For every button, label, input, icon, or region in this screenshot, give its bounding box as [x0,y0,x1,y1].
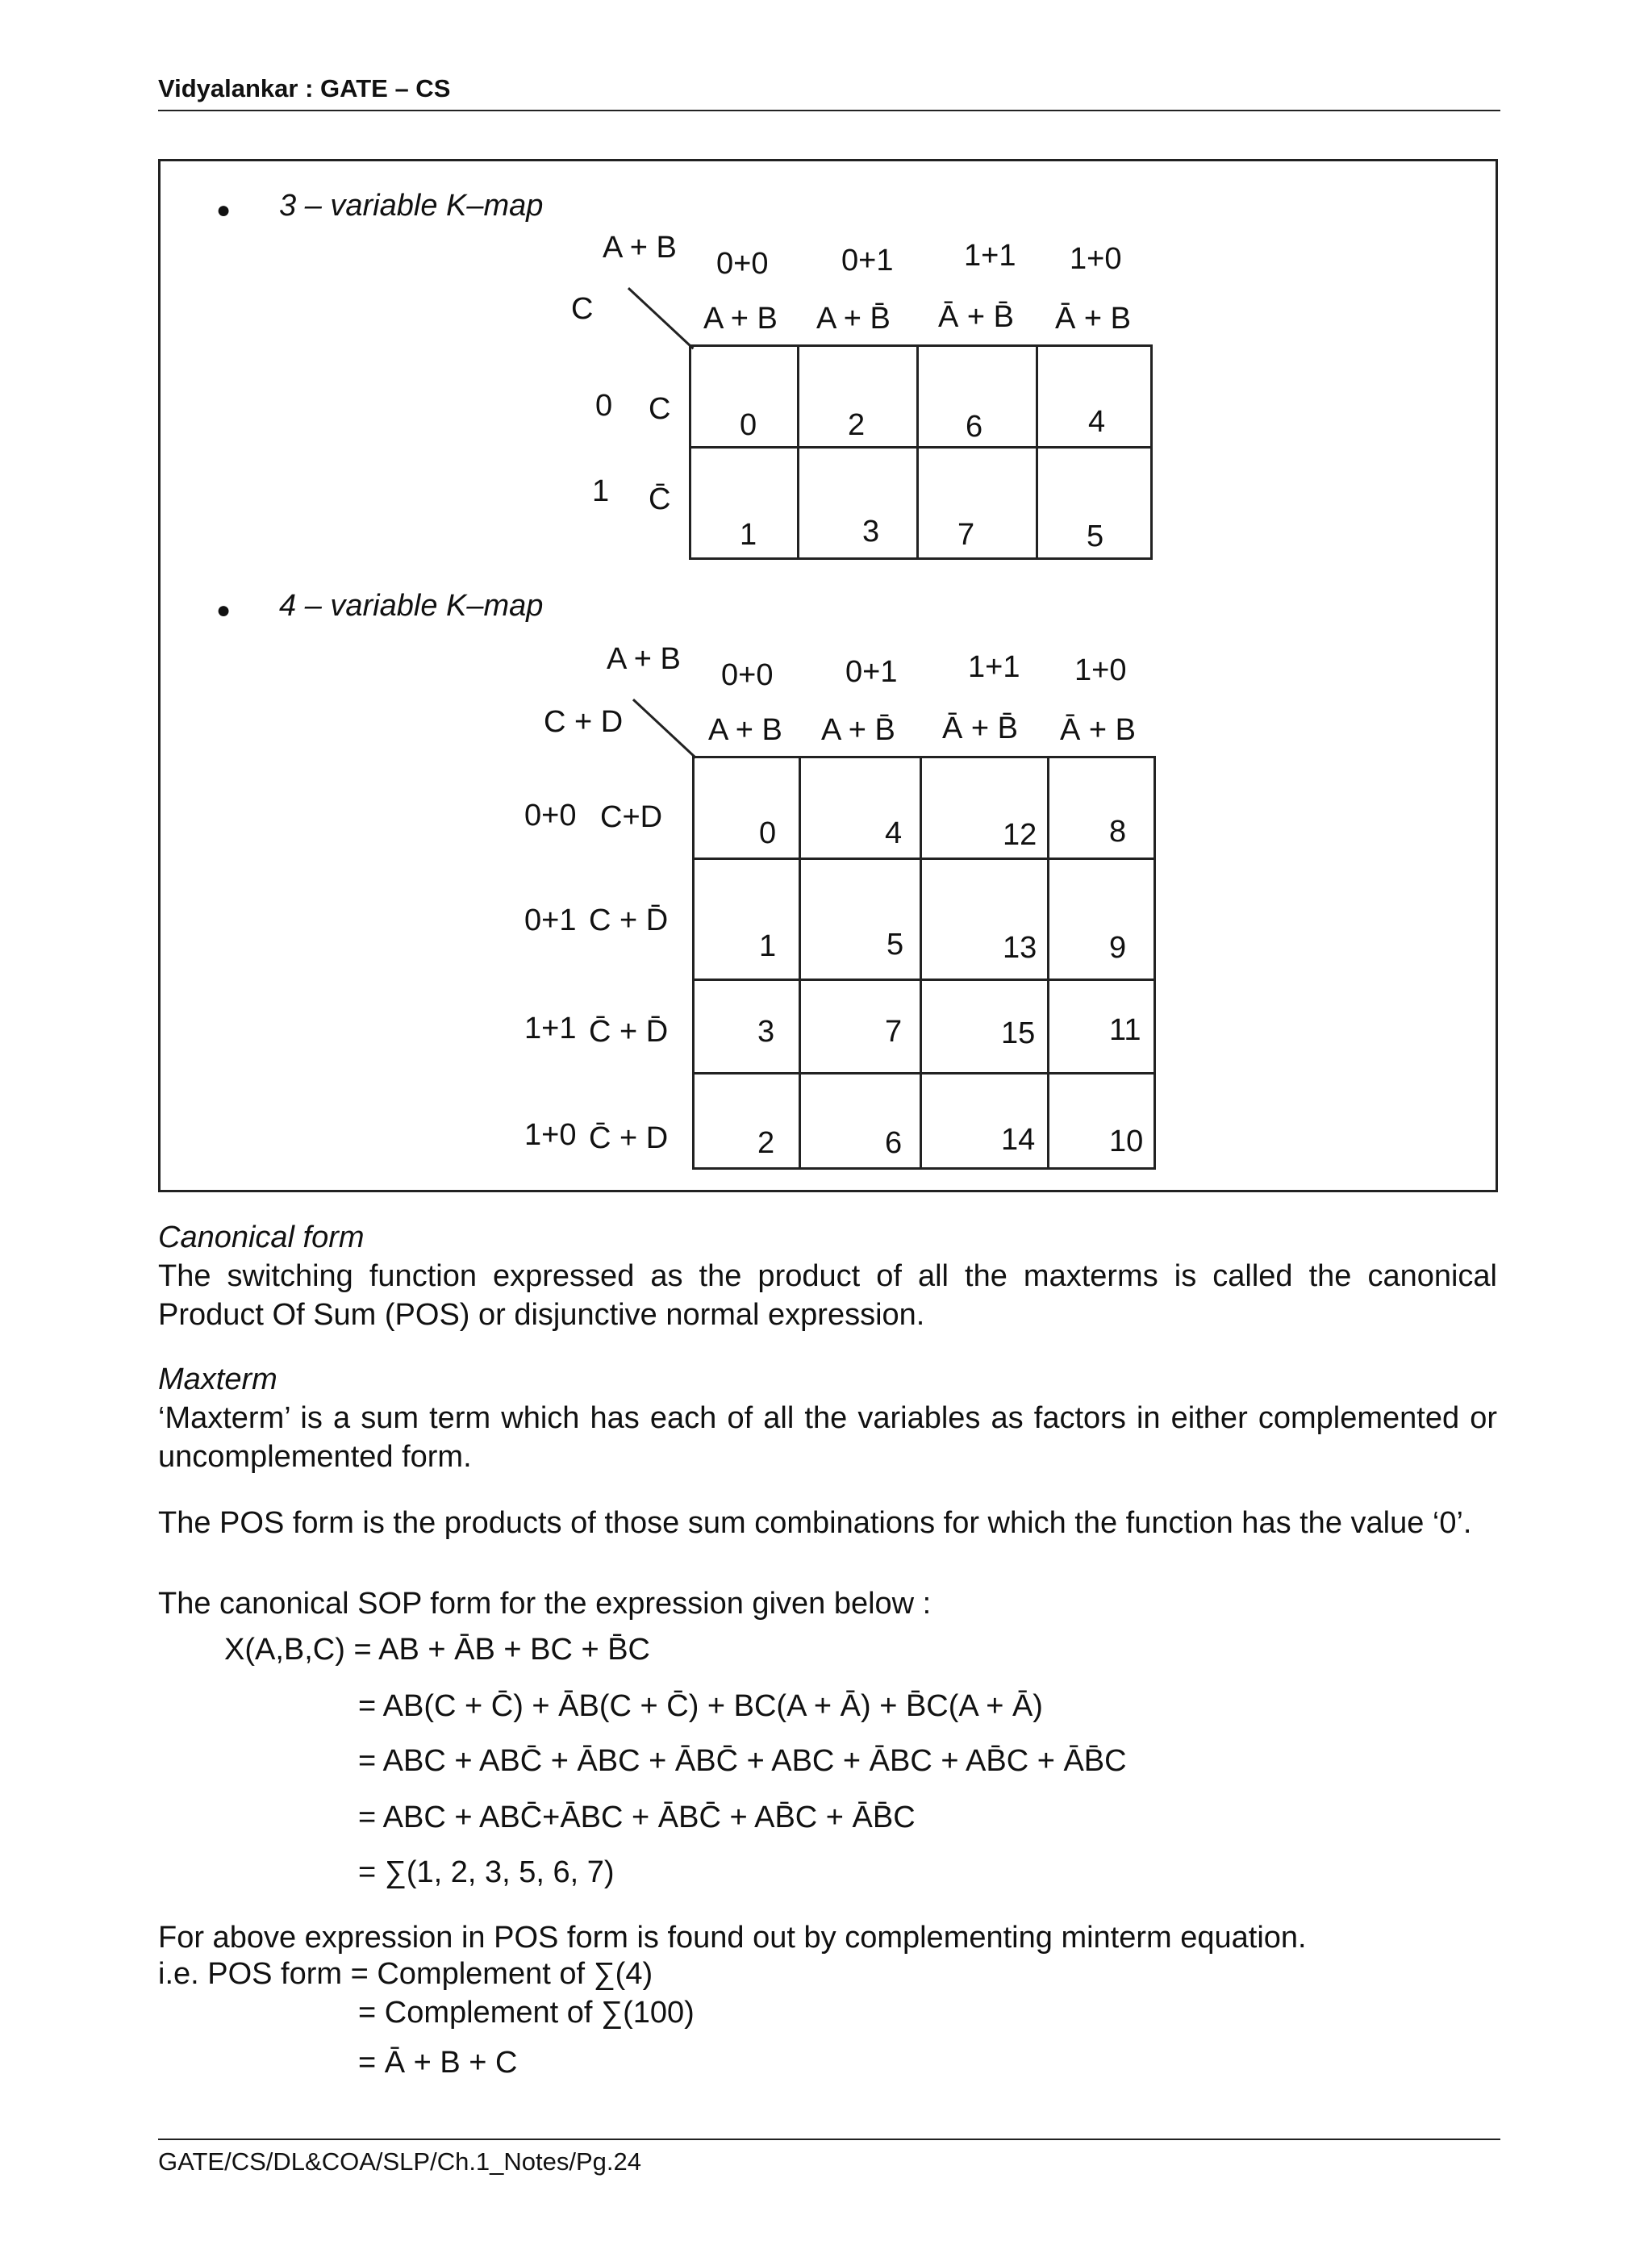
kmap3-col-code-0: 0+0 [716,247,769,281]
kmap4-cell: 15 [921,980,1049,1074]
kmap4-cell: 2 [694,1074,800,1169]
pos-text: The POS form is the products of those sum combinations for which the function has the value ‘0’. [158,1506,1472,1540]
kmap4-cell: 8 [1049,757,1155,859]
kmap3-col-term-0: A + B [703,302,778,336]
kmap4-label: 4 – variable K–map [279,589,544,623]
kmap4-cell: 3 [694,980,800,1074]
derivation-line-5: = ∑(1, 2, 3, 5, 6, 7) [358,1855,615,1889]
kmap4-row-term-0: C+D [600,800,663,834]
kmap3-grid [689,344,1153,560]
kmap3-row-term-0: C [649,392,671,426]
kmap4-cell: 7 [800,980,921,1074]
kmap4-cell: 11 [1049,980,1155,1074]
kmap3-cell: 6 [918,346,1037,448]
kmap4-row-code-2: 1+1 [524,1012,577,1045]
kmap3-label: 3 – variable K–map [279,189,544,223]
kmap4-cell: 0 [694,757,800,859]
kmap3-corner-left: C [571,292,594,326]
kmap4-row-term-2: C̄ + D̄ [589,1015,669,1049]
kmap3-row-code-1: 1 [592,474,610,508]
kmap4-cell: 10 [1049,1074,1155,1169]
kmap3-col-term-2: Ā + B̄ [938,300,1014,334]
kmap4-col-code-0: 0+0 [721,658,774,692]
pos-step-1: i.e. POS form = Complement of ∑(4) [158,1957,653,1991]
kmap4-row-term-3: C̄ + D [589,1121,669,1155]
kmap4-col-code-3: 1+0 [1074,653,1127,687]
derivation-line-4: = ABC + ABC̄+ĀBC + ĀBC̄ + AB̄C + ĀB̄C [358,1801,916,1834]
kmap4-cell: 1 [694,859,800,980]
kmap4-cell: 6 [800,1074,921,1169]
kmap3-cell: 7 [918,448,1037,559]
pos-step-3: = Ā + B + C [358,2046,518,2080]
kmap3-col-code-1: 0+1 [841,244,894,277]
derivation-line-3: = ABC + ABC̄ + ĀBC + ĀBC̄ + ABC + ĀBC + AB̄C + ĀB̄C [358,1744,1127,1778]
kmap3-row-term-1: C̄ [649,482,671,516]
kmap3-cell: 2 [799,346,918,448]
kmap4-grid [692,756,1156,1170]
kmap4-row-code-3: 1+0 [524,1118,577,1152]
header-rule [158,110,1500,111]
kmap4-cell: 5 [800,859,921,980]
kmap4-row-code-0: 0+0 [524,799,577,832]
derivation-line-2: = AB(C + C̄) + ĀB(C + C̄) + BC(A + Ā) + B̄C(A + Ā) [358,1689,1043,1723]
kmap4-row-term-1: C + D̄ [589,903,669,937]
maxterm-text: ‘Maxterm’ is a sum term which has each of all the variables as factors in either complemented or uncomplemented form. [158,1401,1497,1474]
kmap3-cell: 4 [1037,346,1152,448]
kmap3-corner-top: A + B [603,231,677,265]
kmap3-cell: 5 [1037,448,1152,559]
kmap3-col-code-3: 1+0 [1070,242,1122,276]
derivation-line-1: X(A,B,C) = AB + ĀB + BC + B̄C [224,1633,650,1667]
footer-text: GATE/CS/DL&COA/SLP/Ch.1_Notes/Pg.24 [158,2147,642,2176]
kmap3-cell: 0 [690,346,799,448]
kmap3-row-code-0: 0 [595,389,613,423]
kmap4-col-term-1: A + B̄ [821,713,895,747]
pos-method: For above expression in POS form is found out by complementing minterm equation. [158,1921,1307,1955]
maxterm-heading: Maxterm [158,1362,277,1396]
kmap4-cell: 13 [921,859,1049,980]
kmap4-row-code-1: 0+1 [524,903,577,937]
header-title: Vidyalankar : GATE – CS [158,74,451,102]
kmap4-cell: 12 [921,757,1049,859]
kmap3-col-term-3: Ā + B [1055,302,1131,336]
kmap4-col-term-0: A + B [708,713,782,747]
kmap4-corner-left: C + D [544,705,624,739]
kmap3-col-term-1: A + B̄ [816,302,891,336]
kmap4-cell: 9 [1049,859,1155,980]
kmap4-col-code-2: 1+1 [968,650,1020,684]
kmap4-col-term-2: Ā + B̄ [942,711,1018,745]
sop-intro: The canonical SOP form for the expression given below : [158,1587,932,1621]
kmap3-cell: 1 [690,448,799,559]
kmap4-col-code-1: 0+1 [845,655,898,689]
canonical-text: The switching function expressed as the product of all the maxterms is called the canonical Product Of Sum (POS) or disjunctive normal expression. [158,1259,1497,1332]
kmap3-cell: 3 [799,448,918,559]
kmap4-cell: 14 [921,1074,1049,1169]
footer-rule [158,2139,1500,2140]
kmap3-col-code-2: 1+1 [964,239,1016,273]
canonical-heading: Canonical form [158,1221,365,1254]
pos-step-2: = Complement of ∑(100) [358,1996,695,2030]
bullet-3var: ● [216,197,232,223]
kmap4-cell: 4 [800,757,921,859]
bullet-4var: ● [216,597,232,624]
kmap4-col-term-3: Ā + B [1060,713,1136,747]
kmap4-corner-top: A + B [607,642,681,676]
